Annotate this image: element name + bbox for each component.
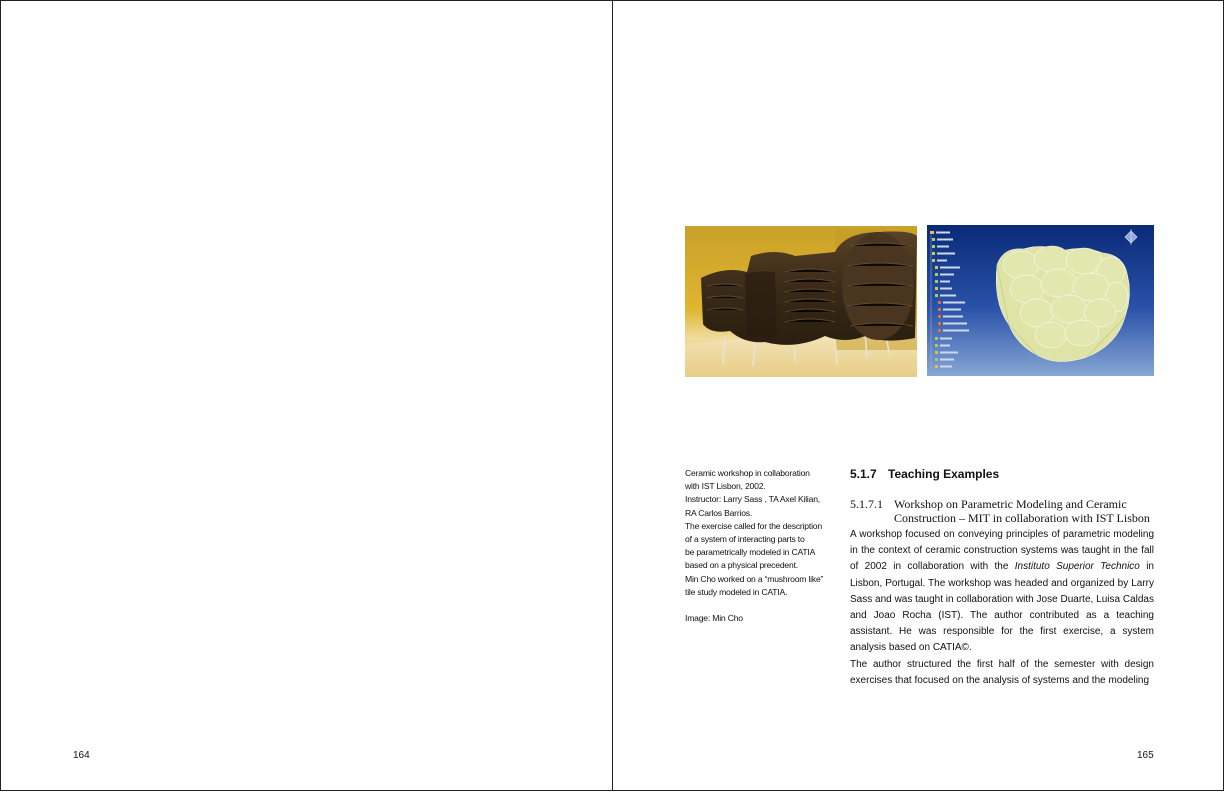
page-number-left: 164 xyxy=(73,750,90,761)
paragraph-1 xyxy=(850,527,1154,657)
caption-line: Ceramic workshop in collaboration xyxy=(685,468,810,478)
caption-line: Min Cho worked on a “mushroom like” xyxy=(685,573,824,584)
subsection-heading xyxy=(850,497,1154,525)
caption-line: with IST Lisbon, 2002. xyxy=(685,481,766,492)
right-page xyxy=(612,0,1224,791)
paragraph-1-text-a: A workshop focused on conveying principles of parametric modeling in the context of ceramic construction systems was taught in the fall of 2002 in collaboration with the xyxy=(850,529,1154,573)
catia-screenshot xyxy=(927,225,1154,376)
ceramic-model-photo xyxy=(685,226,917,377)
catia-screenshot-icon xyxy=(927,225,1154,376)
paragraph-2: The author structured the first half of the semester with design exercises that focused on the analysis of systems and the modeling xyxy=(850,658,1154,686)
institution-name: Instituto Superior Technico xyxy=(1014,561,1140,573)
ceramic-model-photo-icon xyxy=(685,226,917,377)
subsection-number: 5.1.7.1 xyxy=(850,497,883,511)
caption-line: Instructor: Larry Sass , TA Axel Kilian, xyxy=(685,494,820,505)
section-number: 5.1.7 xyxy=(850,467,877,481)
caption-line: based on a physical precedent. xyxy=(685,560,798,571)
caption-line: The exercise called for the description xyxy=(685,520,822,531)
caption-line: tile study modeled in CATIA. xyxy=(685,586,788,597)
caption-line: of a system of interacting parts to xyxy=(685,534,805,545)
section-title: Teaching Examples xyxy=(888,467,1000,481)
page-number-right: 165 xyxy=(1137,750,1154,761)
image-credit: Image: Min Cho xyxy=(685,613,743,624)
paragraph-1-text-b: in Lisbon, Portugal. The workshop was headed and organized by Larry Sass and was taught in collaboration with Jose Duarte, Luisa Caldas and Joao Rocha (IST). The author contributed as a teaching assistant. He was responsible for the first exercise, a system analysis based on CATIA©. xyxy=(850,561,1154,654)
section-heading xyxy=(850,467,1154,482)
subsection-title-line1: Workshop on Parametric Modeling and Ceramic xyxy=(894,497,1127,511)
subsection-title-line2: Construction – MIT in collaboration with IST Lisbon xyxy=(894,511,1150,525)
body-text xyxy=(850,467,1154,689)
caption-line: be parametrically modeled in CATIA xyxy=(685,547,816,558)
figure-caption xyxy=(685,467,835,625)
caption-line: RA Carlos Barrios. xyxy=(685,507,753,518)
